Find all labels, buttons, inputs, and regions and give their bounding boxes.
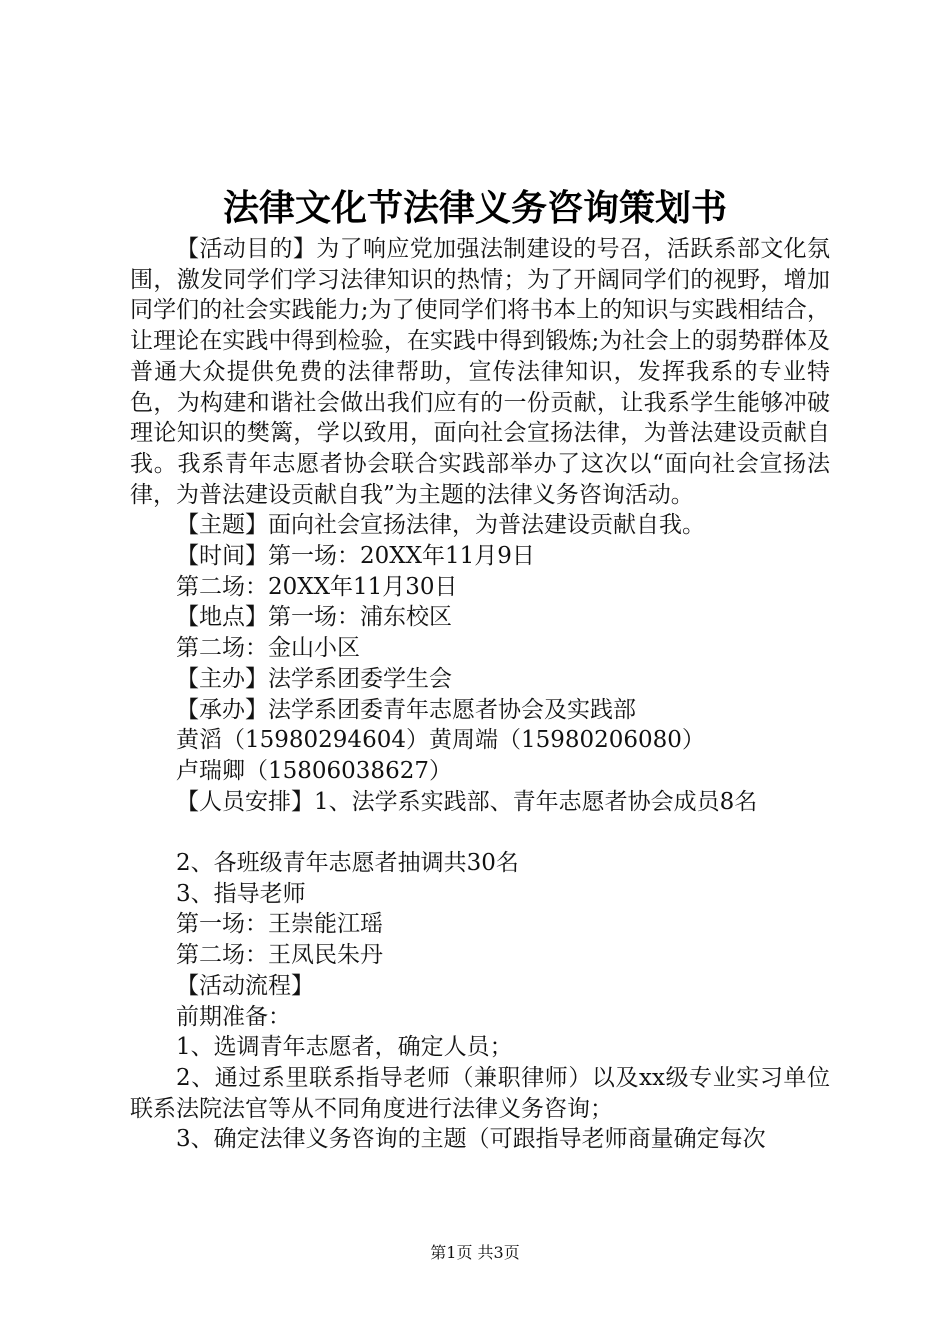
host-line: 【主办】法学系团委学生会 [176,665,452,692]
contact-line-2: 卢瑞卿（15806038627） [176,757,452,784]
theme-line: 【主题】面向社会宣扬法律，为普法建设贡献自我。 [176,512,705,539]
prep-item-2: 2、通过系里联系指导老师（兼职律师）以及xx级专业实习单位联系法院法官等从不同角度进行法律义务咨询； [130,1064,830,1122]
place-line-2: 第二场：金山小区 [176,635,360,662]
time-line-1: 【时间】第一场：20XX年11月9日 [176,543,535,570]
purpose-paragraph: 【活动目的】为了响应党加强法制建设的号召，活跃系部文化氛围，激发同学们学习法律知识的热情；为了开阔同学们的视野，增加同学们的社会实践能力;为了使同学们将书本上的知识与实践相结合，让理论在实践中得到检验，在实践中得到锻炼;为社会上的弱势群体及普通大众提供免费的法律帮助，宣传法律知识，发挥我系的专业特色，为构建和谐社会做出我们应有的一份贡献，让我系学生能够冲破理论知识的樊篱，学以致用，面向社会宣扬法律，为普法建设贡献自我。我系青年志愿者协会联合实践部举办了这次以“面向社会宣扬法律，为普法建设贡献自我”为主题的法律义务咨询活动。 [130,236,830,508]
document-body [130,234,830,1155]
staff-line-2: 2、各班级青年志愿者抽调共30名 [176,850,519,877]
teacher-line-2: 第二场：王凤民朱丹 [176,942,383,969]
document-title: 法律文化节法律义务咨询策划书 [222,187,727,229]
place-line-1: 【地点】第一场：浦东校区 [176,604,452,631]
staff-line-1: 【人员安排】1、法学系实践部、青年志愿者协会成员8名 [176,788,758,815]
prep-heading: 前期准备： [176,1003,291,1030]
prep-item-3: 3、确定法律义务咨询的主题（可跟指导老师商量确定每次 [176,1126,766,1153]
staff-line-3: 3、指导老师 [176,880,306,907]
organizer-line: 【承办】法学系团委青年志愿者协会及实践部 [176,696,636,723]
prep-item-1: 1、选调青年志愿者，确定人员； [176,1034,513,1061]
process-heading: 【活动流程】 [176,972,314,999]
time-line-2: 第二场：20XX年11月30日 [176,573,458,600]
blank-line [130,817,830,848]
teacher-line-1: 第一场：王崇能江瑶 [176,911,383,938]
page-footer: 第1页 共3页 [430,1243,520,1262]
contact-line-1: 黄滔（15980294604）黄周端（15980206080） [176,727,705,754]
